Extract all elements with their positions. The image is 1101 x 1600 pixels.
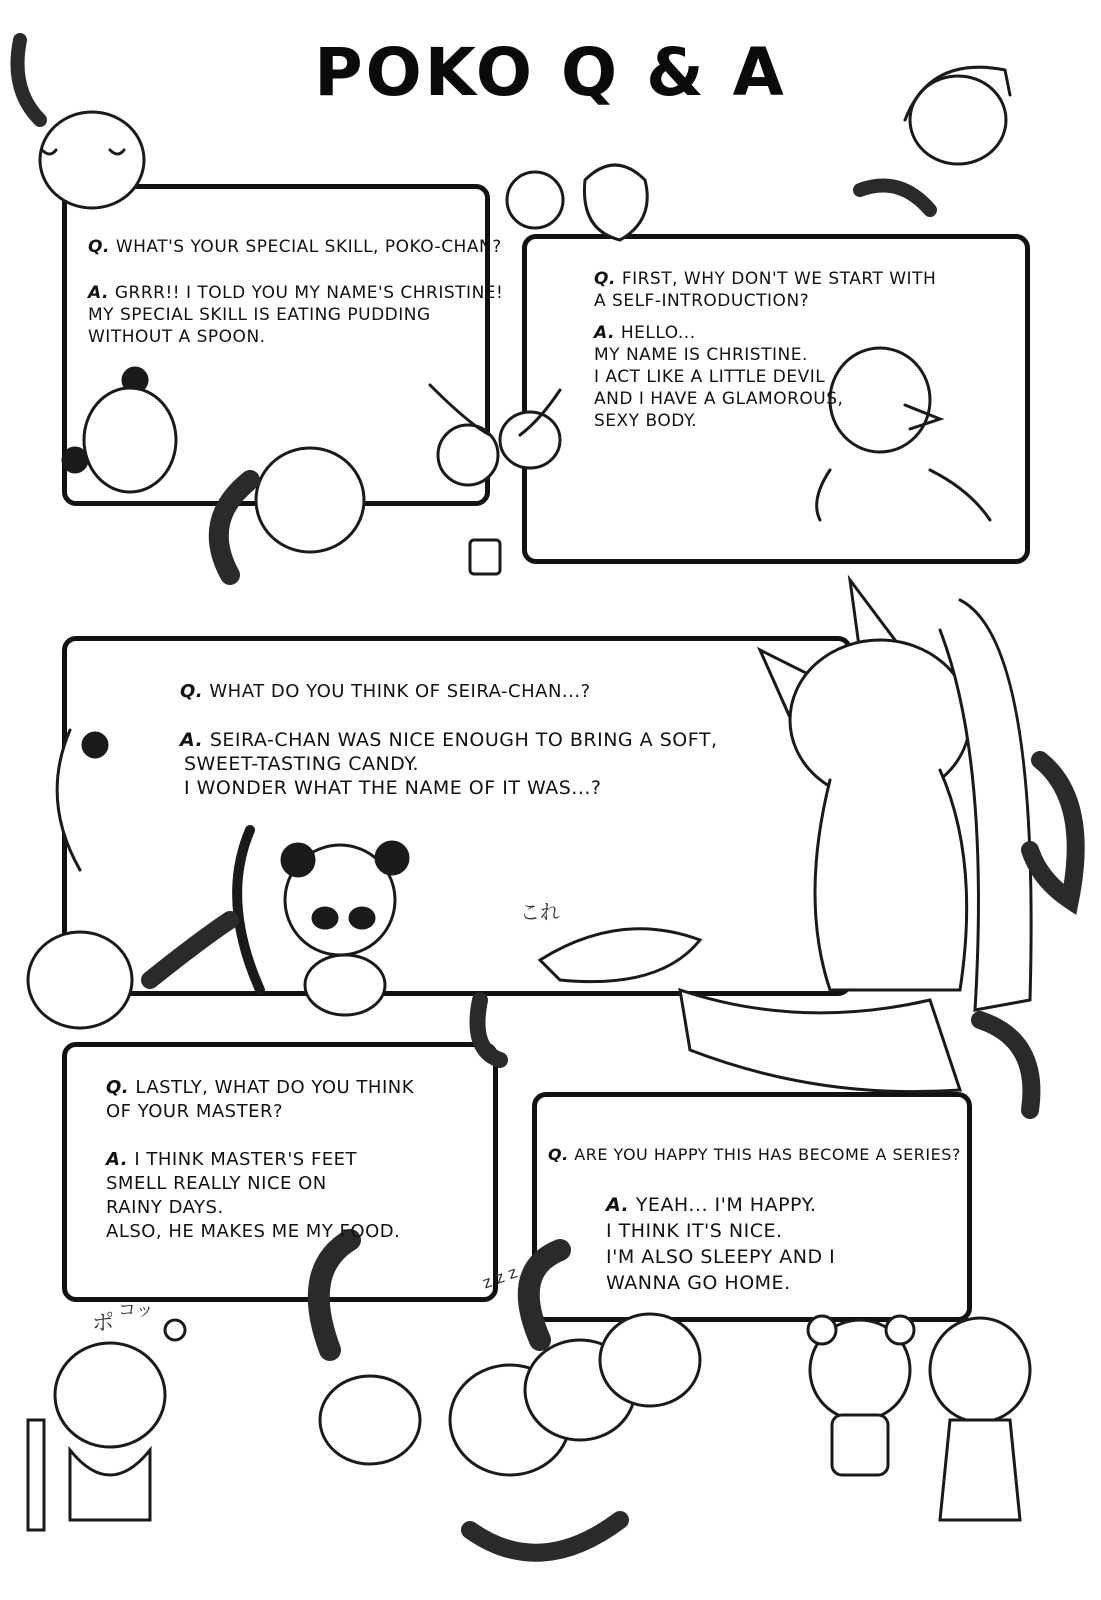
- answer-tag: A.: [180, 729, 204, 751]
- answer-line: WITHOUT A SPOON.: [88, 327, 266, 347]
- question-text: ARE YOU HAPPY THIS HAS BECOME A SERIES?: [574, 1145, 961, 1164]
- answer-line: SEIRA-CHAN WAS NICE ENOUGH TO BRING A SOFT,: [209, 729, 718, 751]
- answer-line: I'M ALSO SLEEPY AND I: [606, 1246, 836, 1268]
- question: [548, 1144, 961, 1166]
- question-text: WHAT DO YOU THINK OF SEIRA-CHAN...?: [209, 681, 591, 702]
- answer-line: ALSO, HE MAKES ME MY FOOD.: [106, 1221, 401, 1242]
- answer-line: SWEET-TASTING CANDY.: [184, 753, 420, 775]
- answer: [180, 728, 717, 800]
- question-text: WHAT'S YOUR SPECIAL SKILL, POKO-CHAN?: [115, 237, 502, 257]
- answer-line: SMELL REALLY NICE ON: [106, 1173, 327, 1194]
- question-tag: Q.: [594, 269, 616, 289]
- answer: [88, 282, 503, 348]
- sfx-kotsu: コッ: [118, 1300, 154, 1321]
- sfx-kore: これ: [520, 900, 560, 924]
- answer-line: YEAH... I'M HAPPY.: [635, 1194, 817, 1216]
- answer-line: HELLO...: [620, 323, 696, 343]
- question-tag: Q.: [180, 681, 204, 702]
- qa-block-skill: [88, 236, 503, 348]
- answer-line: RAINY DAYS.: [106, 1197, 224, 1218]
- girl-chibi: [930, 1318, 1030, 1422]
- answer-tag: A.: [594, 323, 615, 343]
- page-title: POKO Q & A: [314, 34, 787, 111]
- answer-line: I ACT LIKE A LITTLE DEVIL: [594, 367, 826, 387]
- chibi-head-left: [256, 448, 364, 552]
- answer-line: SEXY BODY.: [594, 411, 698, 431]
- question: [106, 1076, 414, 1124]
- old-man-chibi: [55, 1343, 165, 1447]
- chibi-head-top-left: [40, 112, 144, 208]
- answer-tag: A.: [88, 283, 109, 303]
- question: [88, 236, 503, 258]
- question-text: A SELF-INTRODUCTION?: [594, 291, 810, 311]
- answer-line: I THINK IT'S NICE.: [606, 1220, 783, 1242]
- sfx-poko: ポ: [92, 1311, 115, 1336]
- question-tag: Q.: [88, 237, 110, 257]
- answer: [594, 322, 936, 432]
- question-text: FIRST, WHY DON'T WE START WITH: [621, 269, 937, 289]
- answer-line: AND I HAVE A GLAMOROUS,: [594, 389, 844, 409]
- question-tag: Q.: [106, 1077, 130, 1098]
- question-text: LASTLY, WHAT DO YOU THINK: [135, 1077, 415, 1098]
- answer: [106, 1148, 414, 1244]
- qa-block-master: [106, 1076, 414, 1244]
- answer-line: WANNA GO HOME.: [606, 1272, 791, 1294]
- answer-line: I WONDER WHAT THE NAME OF IT WAS...?: [184, 777, 602, 799]
- answer-tag: A.: [606, 1194, 630, 1216]
- answer-line: MY NAME IS CHRISTINE.: [594, 345, 808, 365]
- answer-tag: A.: [106, 1149, 129, 1170]
- answer: [548, 1192, 961, 1296]
- question: [594, 268, 936, 312]
- answer-line: GRRR!! I TOLD YOU MY NAME'S CHRISTINE!: [114, 283, 504, 303]
- question-text: OF YOUR MASTER?: [106, 1101, 284, 1122]
- question: [180, 680, 717, 704]
- question-tag: Q.: [548, 1145, 569, 1164]
- sfx-zzz: z z z: [479, 1262, 520, 1293]
- qa-block-seira: [180, 680, 717, 800]
- qa-block-series: [548, 1144, 961, 1296]
- answer-line: MY SPECIAL SKILL IS EATING PUDDING: [88, 305, 431, 325]
- answer-line: I THINK MASTER'S FEET: [134, 1149, 358, 1170]
- qa-block-intro: [594, 268, 936, 432]
